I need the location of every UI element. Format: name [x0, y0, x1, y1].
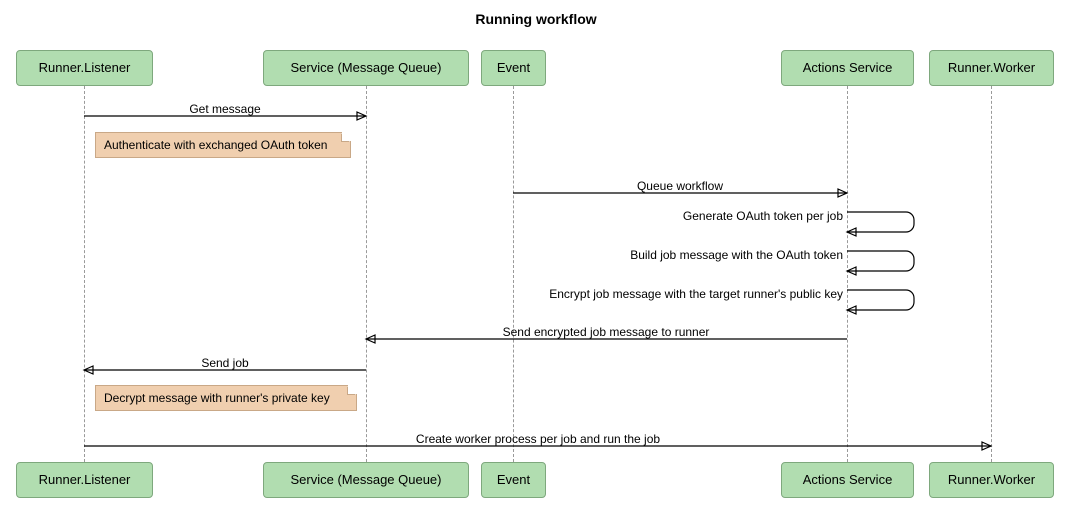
participant-event-bottom[interactable]: Event — [481, 462, 546, 498]
message-label-generate-oauth-token: Generate OAuth token per job — [682, 209, 843, 223]
note-decrypt-private-key — [95, 385, 357, 411]
message-label-get-message: Get message — [189, 102, 261, 116]
participant-runner-listener-top[interactable]: Runner.Listener — [16, 50, 153, 86]
message-label-queue-workflow: Queue workflow — [636, 179, 724, 193]
note-fold-icon — [341, 132, 351, 142]
message-label-create-worker-process: Create worker process per job and run the job — [415, 432, 661, 446]
participant-event-top[interactable]: Event — [481, 50, 546, 86]
participant-service-message-queue-bottom[interactable]: Service (Message Queue) — [263, 462, 469, 498]
message-label-build-job-message: Build job message with the OAuth token — [630, 248, 843, 262]
message-label-encrypt-job-message: Encrypt job message with the target runner's public key — [549, 287, 843, 301]
participant-actions-service-top[interactable]: Actions Service — [781, 50, 914, 86]
message-label-send-encrypted-job-message: Send encrypted job message to runner — [502, 325, 710, 339]
note-text: Authenticate with exchanged OAuth token — [104, 138, 328, 152]
participant-actions-service-bottom[interactable]: Actions Service — [781, 462, 914, 498]
participant-runner-worker-top[interactable]: Runner.Worker — [929, 50, 1054, 86]
diagram-title: Running workflow — [475, 11, 597, 27]
message-label-send-job: Send job — [201, 356, 249, 370]
participant-service-message-queue-top[interactable]: Service (Message Queue) — [263, 50, 469, 86]
note-authenticate-oauth — [95, 132, 351, 158]
participant-runner-worker-bottom[interactable]: Runner.Worker — [929, 462, 1054, 498]
note-fold-icon — [347, 385, 357, 395]
participant-runner-listener-bottom[interactable]: Runner.Listener — [16, 462, 153, 498]
note-text: Decrypt message with runner's private key — [104, 391, 330, 405]
